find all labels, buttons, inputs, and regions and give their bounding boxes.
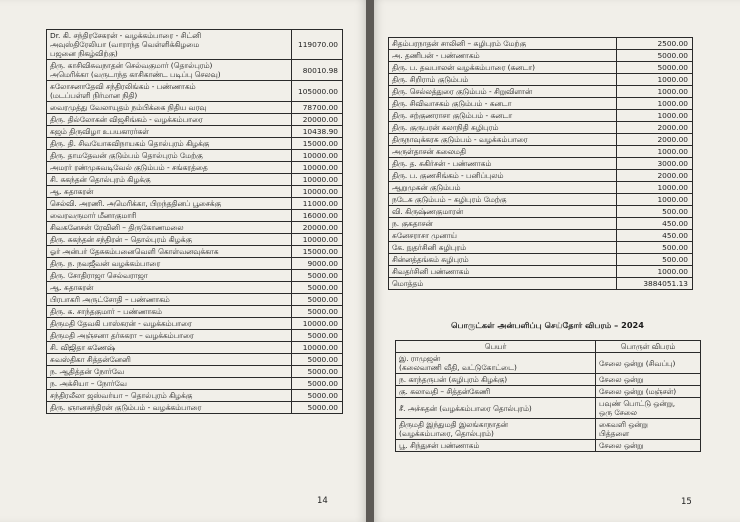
donation-row (389, 98, 693, 110)
donation-amount: 5000.00 (292, 402, 343, 414)
donation-row (47, 258, 343, 270)
donor-name: சுனேசராசா முனாய் (389, 230, 617, 242)
donation-row (47, 150, 343, 162)
donation-amount: 1000.00 (617, 74, 693, 86)
donor-name: கஜம் திருவிழா உபயகாரர்கள் (47, 126, 292, 138)
donation-row (47, 402, 343, 414)
donor-name: சந்திரலீலா ஜஸ்வர்யா – தொல்புரம் கிழக்கு (47, 390, 292, 402)
donation-row (47, 162, 343, 174)
donor-name: பிரபாகரி அருட்சோதி – பண்ணாகம் (47, 294, 292, 306)
donation-row (389, 134, 693, 146)
donation-amount: 1000.00 (617, 110, 693, 122)
donor-name: சி. விஜிதா கணேஷ் (47, 342, 292, 354)
donation-row (47, 102, 343, 114)
donation-amount: 2500.00 (617, 38, 693, 50)
donation-row (389, 146, 693, 158)
donor-name: திரு. சிவிவாசகம் குடும்பம் - கனடா (389, 98, 617, 110)
gift-donor-name: ந. காந்தருபன் (சுழிபுரம் கிழக்கு) (396, 374, 596, 386)
donation-row (47, 60, 343, 81)
donation-amount: 450.00 (617, 218, 693, 230)
donor-name: திரு. தாமதேவன் குடும்பம் தொல்புரம் மேற்கு (47, 150, 292, 162)
donation-amount: 2000.00 (617, 134, 693, 146)
donation-row (47, 270, 343, 282)
donation-amount: 10438.90 (292, 126, 343, 138)
page-number-right: 15 (681, 497, 692, 507)
donation-amount: 1000.00 (617, 98, 693, 110)
donor-name: Dr. கி. சந்திரசேகரன் - வழக்கம்பாரை - சிட்னி அவுஸ்திரேலியா (வாராந்த வெள்ளிக்கிழமை பஜனை நிகழ்விற்கு) (47, 30, 292, 60)
donation-amount: 119070.00 (292, 30, 343, 60)
donor-name: திரு. சற்குணராசா குடும்பம் - கனடா (389, 110, 617, 122)
donation-amount: 11000.00 (292, 198, 343, 210)
gift-header-row (396, 341, 701, 353)
donation-row (389, 170, 693, 182)
donation-amount: 16000.00 (292, 210, 343, 222)
gift-donor-name: திருமதி இந்துமதி இலங்காநாதன் (வழக்கம்பாரை, தொல்புரம்) (396, 419, 596, 440)
donation-row (47, 366, 343, 378)
donation-amount: 1000.00 (617, 194, 693, 206)
donation-row (389, 206, 693, 218)
donation-row (389, 194, 693, 206)
donation-amount: 5000.00 (292, 294, 343, 306)
left-donation-table (46, 29, 343, 414)
donation-row (389, 38, 693, 50)
gift-item: சேலை ஒன்று (596, 374, 701, 386)
donation-amount: 2000.00 (617, 122, 693, 134)
donation-row (389, 50, 693, 62)
donor-name: திரு. செல்லத்துரை குடும்பம் - சிறுவிளான் (389, 86, 617, 98)
gift-item: சேலை ஒன்று (சிவப்பு) (596, 353, 701, 374)
donation-row (47, 330, 343, 342)
donation-amount: 1000.00 (617, 182, 693, 194)
donor-name: திரு. காசிவிசுவநாதன் செல்வகுமார் (தொல்புரம்) அமெரிக்கா (வருடாந்த காசிகாண்ட படிப்பு செலவு) (47, 60, 292, 81)
donation-amount: 78700.00 (292, 102, 343, 114)
donor-name: ஆறுமுகன் குடும்பம் (389, 182, 617, 194)
donation-row (47, 198, 343, 210)
donation-row (47, 282, 343, 294)
donation-row (389, 110, 693, 122)
donor-name: ந. அக்சியா – நோர்வே (47, 378, 292, 390)
donor-name: திருநாவுக்கரசு குடும்பம் - வழக்கம்பாரை (389, 134, 617, 146)
donation-row (389, 230, 693, 242)
donor-name: சுலோசனாதேவி சந்திரலிங்கம் - பண்ணாகம் (மடப்பள்ளி நிர்மான நிதி) (47, 81, 292, 102)
donor-name: அருள்தாசன் கலைமதி (389, 146, 617, 158)
donation-amount: 1000.00 (617, 266, 693, 278)
donation-amount: 5000.00 (292, 330, 343, 342)
gift-item: பவுண் பொட்டு ஒன்று, ஒரு சேலை (596, 398, 701, 419)
donation-row (47, 306, 343, 318)
donor-name: சுவஸ்திகா சித்தன்னேனி (47, 354, 292, 366)
donor-name: கே. நுதர்சினி சுழிபுரம் (389, 242, 617, 254)
donor-name: திரு. தி. சிவயோகவிநாயகம் தொல்புரம் கிழக்கு (47, 138, 292, 150)
donor-name: திரு. சிறிராம் குடும்பம் (389, 74, 617, 86)
donation-amount: 5000.00 (292, 366, 343, 378)
donation-row (47, 81, 343, 102)
donation-row (47, 126, 343, 138)
donation-amount: 3000.00 (617, 158, 693, 170)
donor-name: ஓர் அன்பர் தேசுகம்பனைவெளி கொள்வனவுக்காக (47, 246, 292, 258)
donation-row (47, 210, 343, 222)
gift-header-name: பெயர் (396, 341, 596, 353)
donation-row (389, 74, 693, 86)
donor-name: திரு. ஞானசந்திரன் குடும்பம் - வழக்கம்பாரை (47, 402, 292, 414)
total-row (389, 278, 693, 290)
donor-name: அ. தணிபன் - பண்ணாகம் (389, 50, 617, 62)
gift-item: சேலை ஒன்று (மஞ்சள்) (596, 386, 701, 398)
donation-amount: 5000.00 (292, 282, 343, 294)
donor-name: ஆ. சுதாகரன் (47, 186, 292, 198)
donor-name: திரு. சுகந்தன் சந்திரன் – தொல்புரம் கிழக்கு (47, 234, 292, 246)
donation-amount: 1000.00 (617, 146, 693, 158)
donation-amount: 2000.00 (617, 170, 693, 182)
donation-row (389, 254, 693, 266)
donor-name: திரு. தில்லோகன் விஜசிங்கம் - வழக்கம்பாரை (47, 114, 292, 126)
gift-row (396, 398, 701, 419)
donation-amount: 5000.00 (292, 378, 343, 390)
donor-name: திரு. த. சுகிர்சன் - பண்ணாகம் (389, 158, 617, 170)
donation-amount: 5000.00 (292, 306, 343, 318)
donation-row (47, 234, 343, 246)
donation-amount: 1000.00 (617, 86, 693, 98)
donation-row (47, 294, 343, 306)
donation-amount: 10000.00 (292, 234, 343, 246)
donation-row (389, 182, 693, 194)
donor-name: செல்வி. அரணி. அமெரிக்கா, பிறந்ததினப் பூசைக்கு (47, 198, 292, 210)
donation-amount: 9000.00 (292, 258, 343, 270)
donation-amount: 5000.00 (617, 62, 693, 74)
donor-name: திரு. குருபரன் கலாநிதி சுழிபுரம் (389, 122, 617, 134)
donation-amount: 15000.00 (292, 138, 343, 150)
right-donation-table (388, 37, 693, 290)
donation-amount: 80010.98 (292, 60, 343, 81)
donation-row (389, 266, 693, 278)
book-gutter (366, 0, 374, 522)
donation-amount: 20000.00 (292, 114, 343, 126)
total-amount: 3884051.13 (617, 278, 693, 290)
donor-name: ந. குகதாசன் (389, 218, 617, 230)
donor-name: வி. கிருஷ்ணகுமாரன் (389, 206, 617, 218)
donor-name: வைரவருமார் மீனாகுமாரி (47, 210, 292, 222)
gift-donor-name: இ. ராமுஜன் (கலைவாணி வீதி, வட்டுகோட்டை) (396, 353, 596, 374)
gift-donors-table (395, 340, 701, 452)
donor-name: சிவதர்சினி பண்ணாகம் (389, 266, 617, 278)
donation-row (389, 122, 693, 134)
donation-amount: 15000.00 (292, 246, 343, 258)
gift-item: சேலை ஒன்று (596, 440, 701, 452)
donation-amount: 500.00 (617, 206, 693, 218)
donation-amount: 5000.00 (292, 354, 343, 366)
donation-row (47, 246, 343, 258)
donation-row (389, 86, 693, 98)
donation-amount: 10000.00 (292, 186, 343, 198)
donor-name: சி. சுகந்தன் தொல்புரம் கிழக்கு (47, 174, 292, 186)
donation-amount: 20000.00 (292, 222, 343, 234)
page-number-left: 14 (317, 496, 328, 506)
gift-row (396, 374, 701, 386)
donation-row (47, 174, 343, 186)
gift-donor-name: பூ. சிந்துசன் பண்ணாகம் (396, 440, 596, 452)
gift-row (396, 440, 701, 452)
donor-name: அமரர் ரண்முகவடிவேல் குடும்பம் - சங்கரத்தை (47, 162, 292, 174)
donation-amount: 500.00 (617, 254, 693, 266)
donor-name: திருமதி அஞ்சனா தர்சுகரா – வழக்கம்பாரை (47, 330, 292, 342)
donation-row (389, 218, 693, 230)
gift-item: கைவளி ஒன்று பித்தளை (596, 419, 701, 440)
donor-name: வைரமுத்து வேலாயுதம் நம்பிக்கை நிதிய வரவு (47, 102, 292, 114)
donation-row (47, 342, 343, 354)
donation-row (47, 114, 343, 126)
donation-amount: 10000.00 (292, 150, 343, 162)
donor-name: திரு. ப. குணசிங்கம் - பனிப்புலம் (389, 170, 617, 182)
donor-name: திரு. ந. நவஜீவன் வழக்கம்பாரை (47, 258, 292, 270)
gift-row (396, 386, 701, 398)
donor-name: நடேசு குடும்பம் – சுழிபுரம் மேற்கு (389, 194, 617, 206)
donor-name: சின்னத்தங்கம் சுழிபுரம் (389, 254, 617, 266)
donation-amount: 450.00 (617, 230, 693, 242)
donation-amount: 105000.00 (292, 81, 343, 102)
gift-row (396, 353, 701, 374)
donation-row (47, 378, 343, 390)
gift-header-item: பொருள் விபரம் (596, 341, 701, 353)
donation-row (389, 242, 693, 254)
donation-amount: 5000.00 (292, 270, 343, 282)
donor-name: திருமதி தேவகி பாஸ்கரன் - வழக்கம்பாரை (47, 318, 292, 330)
donation-row (389, 158, 693, 170)
donation-row (47, 222, 343, 234)
donor-name: திரு. க. சாந்தகுமார் – பண்ணாகம் (47, 306, 292, 318)
donation-amount: 500.00 (617, 242, 693, 254)
donation-row (47, 318, 343, 330)
donation-row (47, 186, 343, 198)
donor-name: திரு. ப. தவபாலன் வழக்கம்பாரை (கனடா) (389, 62, 617, 74)
donor-name: ந. ஆதித்தன் நோர்வே (47, 366, 292, 378)
gift-section-title: பொருட்கள் அன்பளிப்பு செய்தோர் விபரம் – 2024 (451, 320, 644, 330)
total-label: மொத்தம் (389, 278, 617, 290)
donation-amount: 5000.00 (292, 390, 343, 402)
donor-name: சிதம்பரநாதன் சாலினி – சுழிபுரம் மேற்கு (389, 38, 617, 50)
donation-amount: 5000.00 (617, 50, 693, 62)
donation-amount: 10000.00 (292, 318, 343, 330)
donor-name: சிவகனேசன் ரேவினி – திருகோணமலை (47, 222, 292, 234)
donation-amount: 10000.00 (292, 162, 343, 174)
donation-row (47, 30, 343, 60)
donation-amount: 10000.00 (292, 342, 343, 354)
donation-amount: 10000.00 (292, 174, 343, 186)
donation-row (47, 354, 343, 366)
donation-row (47, 138, 343, 150)
donor-name: திரு. சோதிராஜா செல்வராஜா (47, 270, 292, 282)
gift-donor-name: சீ. அச்சுதன் (வழக்கம்பாரை தொல்புரம்) (396, 398, 596, 419)
donor-name: ஆ. சுதாகரன் (47, 282, 292, 294)
donation-row (47, 390, 343, 402)
donation-row (389, 62, 693, 74)
gift-row (396, 419, 701, 440)
gift-donor-name: கு. கலாவதி – சித்தன்கேணி (396, 386, 596, 398)
